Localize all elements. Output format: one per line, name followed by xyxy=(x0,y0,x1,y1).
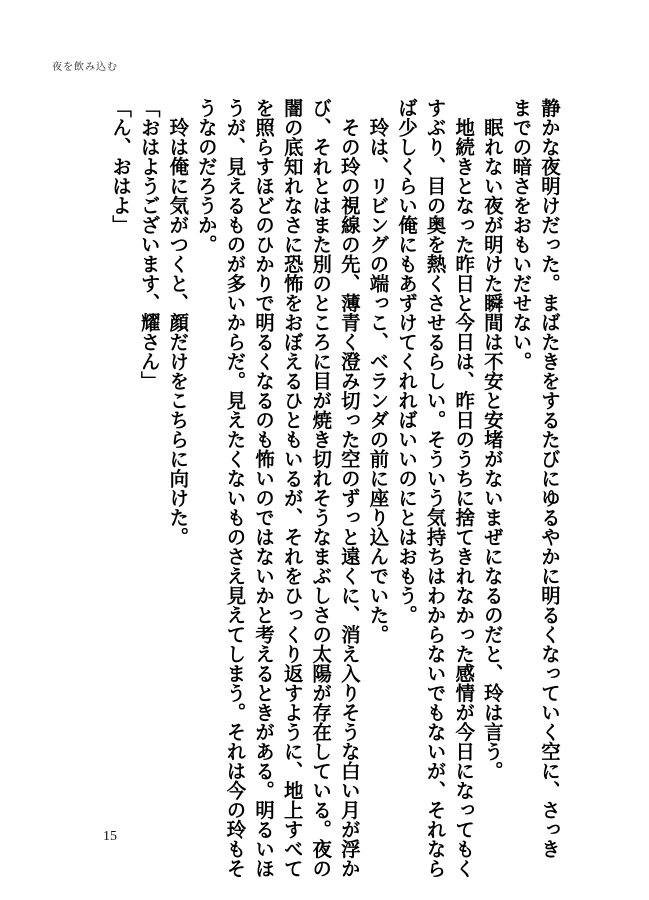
text-line: 眠れない夜が明けた瞬間は不安と安堵がないまぜになるのだと、玲は言う。 xyxy=(480,98,504,781)
text-line: 「ん、おはよ」 xyxy=(109,98,133,235)
text-line: を照らすほどのひかりで明るくなるのも怖いのではないかと考えるときがある。明るいほ xyxy=(252,98,276,878)
text-line: うが、見えるものが多いからだ。見えたくないものさえ見えてしまう。それは今の玲もそ xyxy=(223,98,247,878)
text-line: 玲は俺に気がつくと、顔だけをこちらに向けた。 xyxy=(166,98,190,547)
text-line: すぶり、目の奥を熱くさせるらしい。そういう気持ちはわからないでもないが、それなら xyxy=(423,98,447,878)
text-line: び、それとはまた別のところに目が焼き切れそうなまぶしさの太陽が存在している。夜の xyxy=(309,98,333,878)
text-line: うなのだろうか。 xyxy=(194,98,218,254)
text-line: ば少しくらい俺にもあずけてくれればいいのにとはおもう。 xyxy=(395,98,419,625)
text-line: 闇の底知れなさに恐怖をおぼえるひともいるが、それをひっくり返すように、地上すべて xyxy=(280,98,304,878)
running-header: 夜を飲み込む xyxy=(52,62,118,73)
text-line: 地続きとなった昨日と今日は、昨日のうちに捨てきれなかった感情が今日になってもく xyxy=(452,98,476,878)
text-line: 静かな夜明けだった。まばたきをするたびにゆるやかに明るくなっていく空に、さっき xyxy=(538,98,561,859)
text-line: 玲は、リビングの端っこ、ベランダの前に座り込んでいた。 xyxy=(366,98,390,644)
page-number: 15 xyxy=(103,829,117,844)
text-line: 「おはようございます、耀さん」 xyxy=(137,98,161,391)
text-line: までの暗さをおもいだせない。 xyxy=(509,98,533,371)
text-line: その玲の視線の先、薄青く澄み切った空のずっと遠くに、消え入りそうな白い月が浮か xyxy=(337,98,361,878)
